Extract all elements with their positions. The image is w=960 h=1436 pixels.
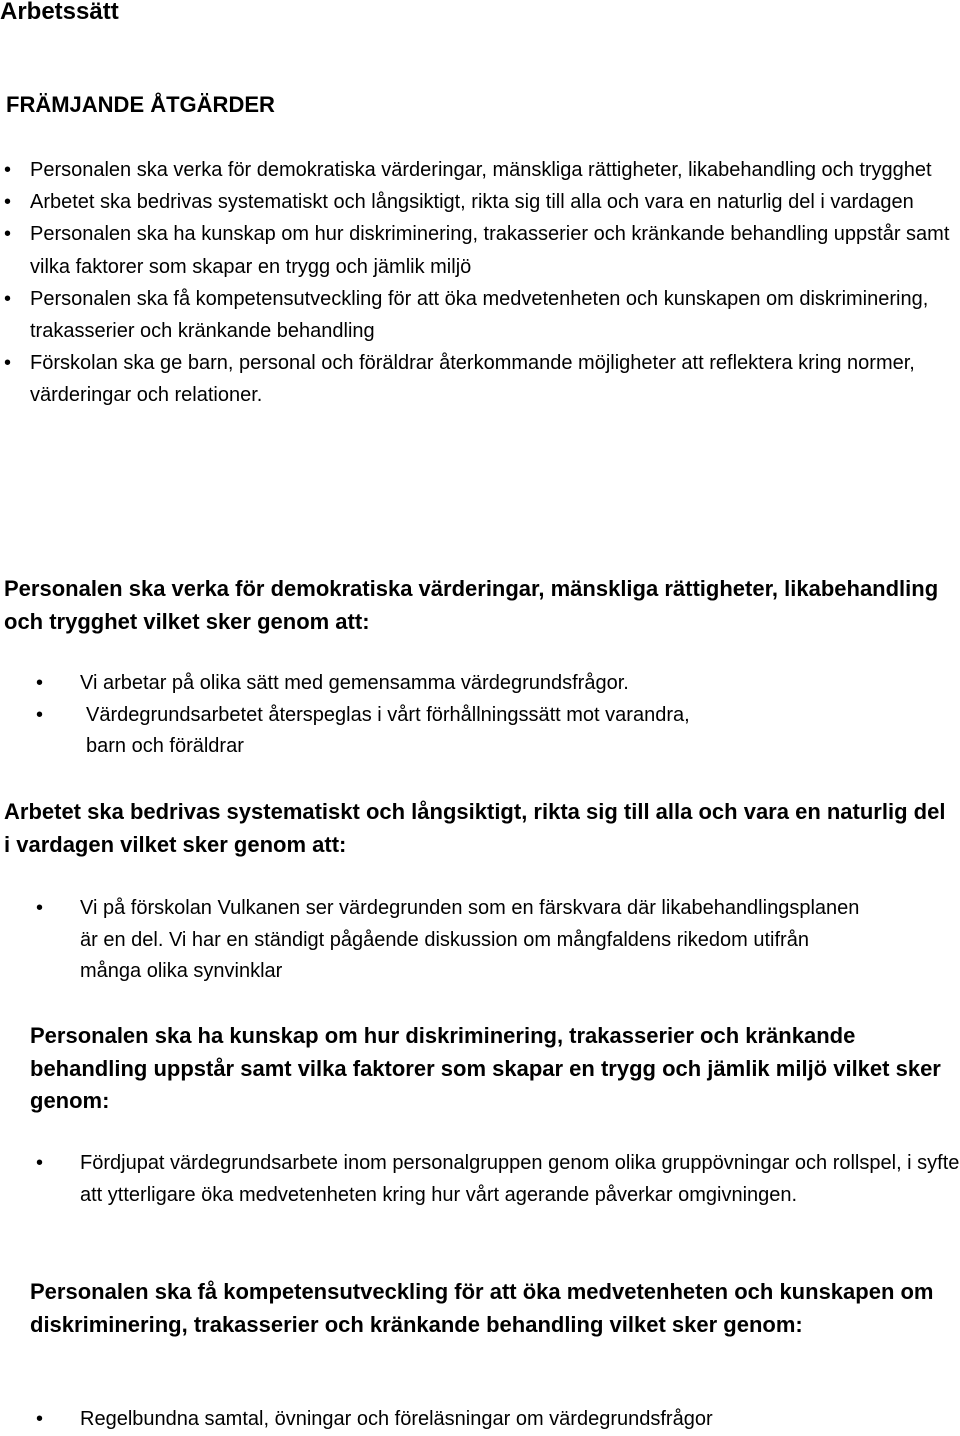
list-item-text: Personalen ska ha kunskap om hur diskriminering, trakasserier och kränkande behandling uppstår samt vilka faktorer som skapar en trygg och jämlik miljö [30, 223, 950, 278]
bullet-icon: • [4, 287, 12, 310]
document-title: Arbetssätt [0, 0, 119, 25]
list-item-text: Regelbundna samtal, övningar och föreläsningar om värdegrundsfrågor [80, 1408, 713, 1430]
bullet-icon: • [4, 223, 12, 246]
list-item-text: Fördjupat värdegrundsarbete inom personalgruppen genom olika gruppövningar och rollspel, i syfte att ytterligare öka medvetenheten kring hur vårt agerande påverkar omgivningen. [80, 1152, 960, 1206]
section-list [0, 1404, 960, 1436]
list-item [4, 347, 960, 411]
list-item [0, 1404, 960, 1436]
goal-list [4, 154, 960, 412]
section-list [0, 1148, 960, 1211]
list-item [0, 700, 720, 763]
list-item-text: Värdegrundsarbetet återspeglas i vårt förhållningssätt mot varandra, barn och föräldrar [86, 703, 690, 757]
list-item-text: Förskolan ska ge barn, personal och föräldrar återkommande möjligheter att reflektera kring normer, värderingar och relationer. [30, 352, 915, 407]
bullet-icon: • [36, 1152, 44, 1174]
bullet-icon: • [4, 191, 12, 214]
bullet-icon: • [4, 352, 12, 375]
list-item-text: Vi på förskolan Vulkanen ser värdegrunden som en färskvara där likabehandlingsplanen är en del. Vi har en ständigt pågående diskussion om mångfaldens rikedom utifrån många olika synvinklar [80, 897, 860, 982]
list-item [4, 186, 960, 218]
list-item [0, 1148, 960, 1211]
bullet-icon: • [36, 1408, 44, 1430]
list-item-text: Vi arbetar på olika sätt med gemensamma värdegrundsfrågor. [80, 672, 629, 694]
list-item [0, 893, 870, 988]
list-item [0, 668, 720, 700]
section-heading: Personalen ska få kompetensutveckling för att öka medvetenheten och kunskapen om diskriminering, trakasserier och kränkande behandling vilket sker genom: [30, 1279, 934, 1337]
section-list [0, 668, 720, 763]
list-item-text: Personalen ska få kompetensutveckling för att öka medvetenheten och kunskapen om diskriminering, trakasserier och kränkande behandling [30, 287, 929, 343]
section-heading: Personalen ska ha kunskap om hur diskriminering, trakasserier och kränkande behandling uppstår samt vilka faktorer som skapar en trygg och jämlik miljö vilket sker genom: [30, 1023, 941, 1113]
list-item-text: Arbetet ska bedrivas systematiskt och långsiktigt, rikta sig till alla och vara en naturlig del i vardagen [30, 191, 914, 214]
section-heading: Personalen ska verka för demokratiska värderingar, mänskliga rättigheter, likabehandling och trygghet vilket sker genom att: [4, 576, 939, 634]
section-title: FRÄMJANDE ÅTGÄRDER [6, 92, 275, 117]
list-item [4, 218, 960, 282]
list-item [4, 154, 960, 186]
bullet-icon: • [36, 672, 44, 694]
bullet-icon: • [36, 897, 44, 919]
list-item-text: Personalen ska verka för demokratiska värderingar, mänskliga rättigheter, likabehandling och trygghet [30, 159, 932, 181]
section-list [0, 893, 870, 988]
section-heading: Arbetet ska bedrivas systematiskt och långsiktigt, rikta sig till alla och vara en naturlig del i vardagen vilket sker genom att: [4, 799, 946, 857]
bullet-icon: • [4, 159, 12, 181]
bullet-icon: • [36, 703, 44, 726]
list-item [4, 283, 960, 347]
